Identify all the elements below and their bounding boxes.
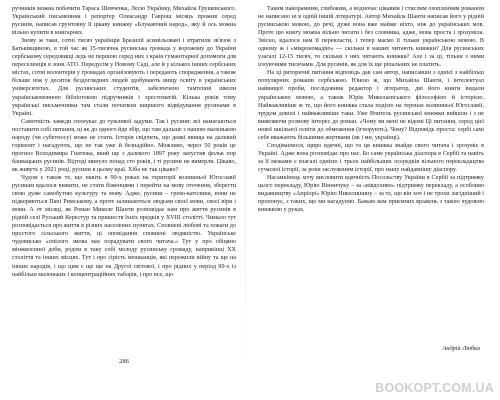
paragraph: На ці риторичні питання відповідь дав сам автор, написавши з однієї з найбільш популярних романів сербською. Юною ж, що Михайла Шанти, і інтелектуал найвищої проби, послідовник редактор і літератор, дві його книги видали українською мовою, а також Юрія Миколаєвського філософією й історією. Найважливіше ж те, що його книжка стала подією на теренах колишньої Югославії, трудом доволі і найважливіше таки. Уже Вчитель русинської книжки вийшли і з не виявляючи розмову інтерес до роман. «Чому ви мені не відомі Ці питання, серед цієї нової шкільної освіти до обмеження (ігнорують). Чому? Відповідь проста: сербі самі себе вважають більшими жертвами (як і ми, українці).	[258, 70, 484, 141]
right-page	[258, 0, 484, 400]
paragraph: ручників можна побачити Тараса Шевченка, Лесю Українку, Михайла Грушевського. Український письменник і репортер Олександр Гаврош місяць прожив серед русинів, написав грунтовну її цікаву книжку «Блукаючий народ», яку й ось можна вільно купити в книгарнях.	[12, 6, 236, 37]
right-page-text	[258, 5, 484, 214]
left-page-text	[12, 5, 236, 279]
page-number: 286	[119, 358, 129, 365]
author-signature: Андрій Любка	[442, 345, 480, 352]
paragraph: Чудом є також те, що навіть в 90-х роках на території колишньої Югославії русинам вдалося вижити, не стати біженцями і перейти на мову оточення, зберегти свою дуже самобутню культуру та мову. Адже, русини – греко-католики, вони не підкоряються Папі Римському, а проте залишаються людьми своєї мови, своєї віри і мови. А от місяці, як Роман Миколе Шанти розповідає нам про життя русинів в рідній селі Руський Керестур та пришестя їхніх предків у XVIII столітті. Чимало тут розповідається про життя в різних населених пунктах. Сповнені любові та поваги до простого сільського життя, ці оповідання сповнені людяністю. Українське чудовисько «смілого змова має порадувати свого читача.» Тут у про обіцяно мінжвоєнної доби, родом в таку собі молоду русинську громаду, наприкінці XX століття та інших місцях. Тут і про сірість мешканців, які пережили війну та ще на інших народів, і що цим є ще ще на Другої світової, і про рідних у період 90-х із найбільш маленьких і концентраційних таборів, і про все, що	[12, 174, 236, 278]
paragraph: Знову ж таки, сотні тисяч українців Бразилії асимільовані і втратили зв'язок з Батьківщиною, в той час як 15-тисячна русинська громада у ворожому до України сербському середовищі ледь не першою серед них з країн гуманітарної допомоги для переселенців в зони АТО. Передусім у Новому Саді, але й у кількох інших сербських містах, сотні волонтерів у громадах організовують і передають спорядження, а також більше ніж у десяток бездоглядних людей здобувають вищу освіту в українських університетах. Для русинських студентів, забезпечено тамтешні школи українськомовною бібліотекою підручників і хрестоматій. Кілька років тому українські письменники там стали початком ширшого відвідування русинами в Україні.	[12, 38, 236, 117]
book-gutter	[245, 0, 246, 400]
paragraph: Сподіваємося, щиро вдячні, що та ця книжка знайде свого читача і зрозуміє в Україні. Адже вона розповідає про нас. Бо саме українська діаспора в Сербії та навіть за її межами є взагалі однією і трьох найбільших осередків вільного перекладацтва сучасної історії, за роки заслуженим історії, про нашу найдавнішу діаспору.	[258, 142, 484, 173]
watermark: BOOKOPT.COM.UA	[375, 381, 494, 395]
left-page	[12, 0, 236, 400]
paragraph: Самотність завжди спонукає до тужливої задуми. Так і русини: всі намагаються поставити собі питання, ці як до одного йде збір, що там дальше з нашою маленькою народу (чи субетносу) може не стати. Історія свідчить, що деякі явища на далекий горизонт і нагадують, що не так уже й безнадійно. Можливо, через 50 років це прогноз Володимира Гнатюка, який ще з далекого 1897 року запустив фольк пор банвацьких русинів. Відтоді минуло понад сто років, і ті русини не вимерли. Цікаво, як живуть у 2021 році, русини в цьому краї. Хіба не так цікаво?	[12, 118, 236, 173]
paragraph: Насамкінець хочу висловити вдячність Посольству України в Сербії за підтримку цього перекладу, Юрію Вінничуку – за «вівдоливо» підтримку перекладу, а особливо видавництву «Апріорі» Юрію Николишину – за те, що він хоч і не трохи лагідніший і пропонує, з таких, що ми нагадуємо. Бажаю вам приємних вражень з такою чудовою книжкою у руках.	[258, 174, 484, 214]
paragraph: Таким панорамним, глибоким, а водночас цікавим і стислим охопленням романом не написано ні в одній іншій літературі. Автор Михайла Шанти написав його у рідній русинською мовою, до речі, дуже вона вже майже ніхто, ніж до українських мов. Проте цю книгу можна вільно читати і без словника, адже, мова проста і зрозуміла. Звісно, вдалося нам її перекласти, і тепер маємо її тільки українською мовою. В одному ж і «мікрономадію» — скільки в наших читають книжки? Для русинських узагалі 12-15 тисяч, то скільки з них читають книжки? Але і за ці, тільки з ними існуючими тисячами. Для русинів, як для їх ще ріпальних не платить.	[258, 6, 484, 69]
